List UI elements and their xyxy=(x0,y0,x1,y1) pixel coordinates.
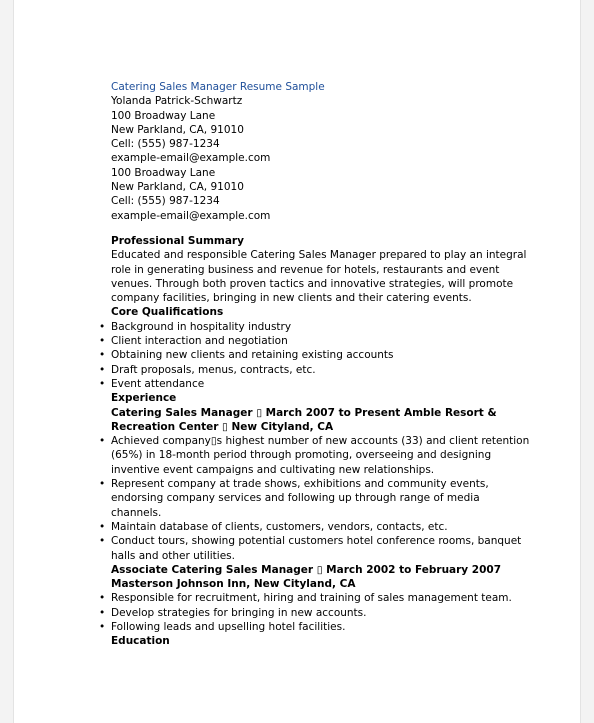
education-heading: Education xyxy=(111,635,170,648)
qualifications-list xyxy=(111,320,511,391)
list-item xyxy=(111,477,511,520)
duty-line: (65%) in 18-month period through promoting, overseeing and designing xyxy=(111,449,492,462)
contact-email: example-email@example.com xyxy=(111,152,271,165)
contact-city: New Parkland, CA, 91010 xyxy=(111,123,244,136)
duty-line: channels. xyxy=(111,506,162,519)
contact-city: New Parkland, CA, 91010 xyxy=(111,181,244,194)
list-item: • Background in hospitality industry xyxy=(111,320,511,334)
job-title-line: Recreation Center ▯ New Cityland, CA xyxy=(111,420,334,433)
list-item xyxy=(111,620,511,634)
list-item: • Client interaction and negotiation xyxy=(111,334,511,348)
list-item xyxy=(111,591,511,605)
job-duties-list xyxy=(111,434,530,563)
experience-heading: Experience xyxy=(111,392,177,405)
list-item xyxy=(111,434,530,477)
list-item xyxy=(111,606,511,620)
duty-line: • Represent company at trade shows, exhibitions and community events, xyxy=(111,478,489,491)
list-item xyxy=(111,534,522,563)
summary-line: role in generating business and revenue for hotels, restaurants and event xyxy=(111,263,500,276)
duty-line: • Achieved company▯s highest number of new accounts (33) and client retention xyxy=(111,435,530,448)
contact-phone: Cell: (555) 987-1234 xyxy=(111,138,220,151)
summary-paragraph xyxy=(111,248,527,305)
job-entry xyxy=(111,406,530,563)
job-title-line: Catering Sales Manager ▯ March 2007 to Present Amble Resort & xyxy=(111,406,497,419)
summary-line: Educated and responsible Catering Sales Manager prepared to play an integral xyxy=(111,249,527,262)
resume-title: Catering Sales Manager Resume Sample xyxy=(111,81,325,93)
duty-line: endorsing company services and following up through range of media xyxy=(111,492,480,505)
summary-line: company facilities, bringing in new clients and their catering events. xyxy=(111,292,472,305)
job-title-line: Masterson Johnson Inn, New Cityland, CA xyxy=(111,578,356,591)
duty-line: inventive event campaigns and cultivating new relationships. xyxy=(111,463,435,476)
contact-phone: Cell: (555) 987-1234 xyxy=(111,195,220,208)
resume-content xyxy=(111,80,530,649)
summary-heading: Professional Summary xyxy=(111,234,244,247)
duty-line: • Maintain database of clients, customers, vendors, contacts, etc. xyxy=(111,520,448,533)
qualifications-heading: Core Qualifications xyxy=(111,306,224,319)
job-duties-list xyxy=(111,591,511,634)
duty-line: halls and other utilities. xyxy=(111,549,235,562)
document-page xyxy=(13,0,581,723)
list-item: • Draft proposals, menus, contracts, etc. xyxy=(111,363,511,377)
contact-address: 100 Broadway Lane xyxy=(111,166,216,179)
duty-line: • Conduct tours, showing potential customers hotel conference rooms, banquet xyxy=(111,535,522,548)
contact-block xyxy=(111,94,511,223)
duty-line: • Develop strategies for bringing in new accounts. xyxy=(111,606,367,619)
contact-name: Yolanda Patrick-Schwartz xyxy=(111,95,243,108)
job-title-line: Associate Catering Sales Manager ▯ March 2002 to February 2007 xyxy=(111,563,502,576)
contact-address: 100 Broadway Lane xyxy=(111,109,216,122)
list-item xyxy=(111,520,511,534)
list-item: • Obtaining new clients and retaining existing accounts xyxy=(111,348,511,362)
duty-line: • Following leads and upselling hotel facilities. xyxy=(111,620,346,633)
job-entry xyxy=(111,563,511,634)
duty-line: • Responsible for recruitment, hiring and training of sales management team. xyxy=(111,592,512,605)
list-item: • Event attendance xyxy=(111,377,511,391)
summary-line: venues. Through both proven tactics and innovative strategies, will promote xyxy=(111,277,514,290)
contact-email: example-email@example.com xyxy=(111,209,271,222)
